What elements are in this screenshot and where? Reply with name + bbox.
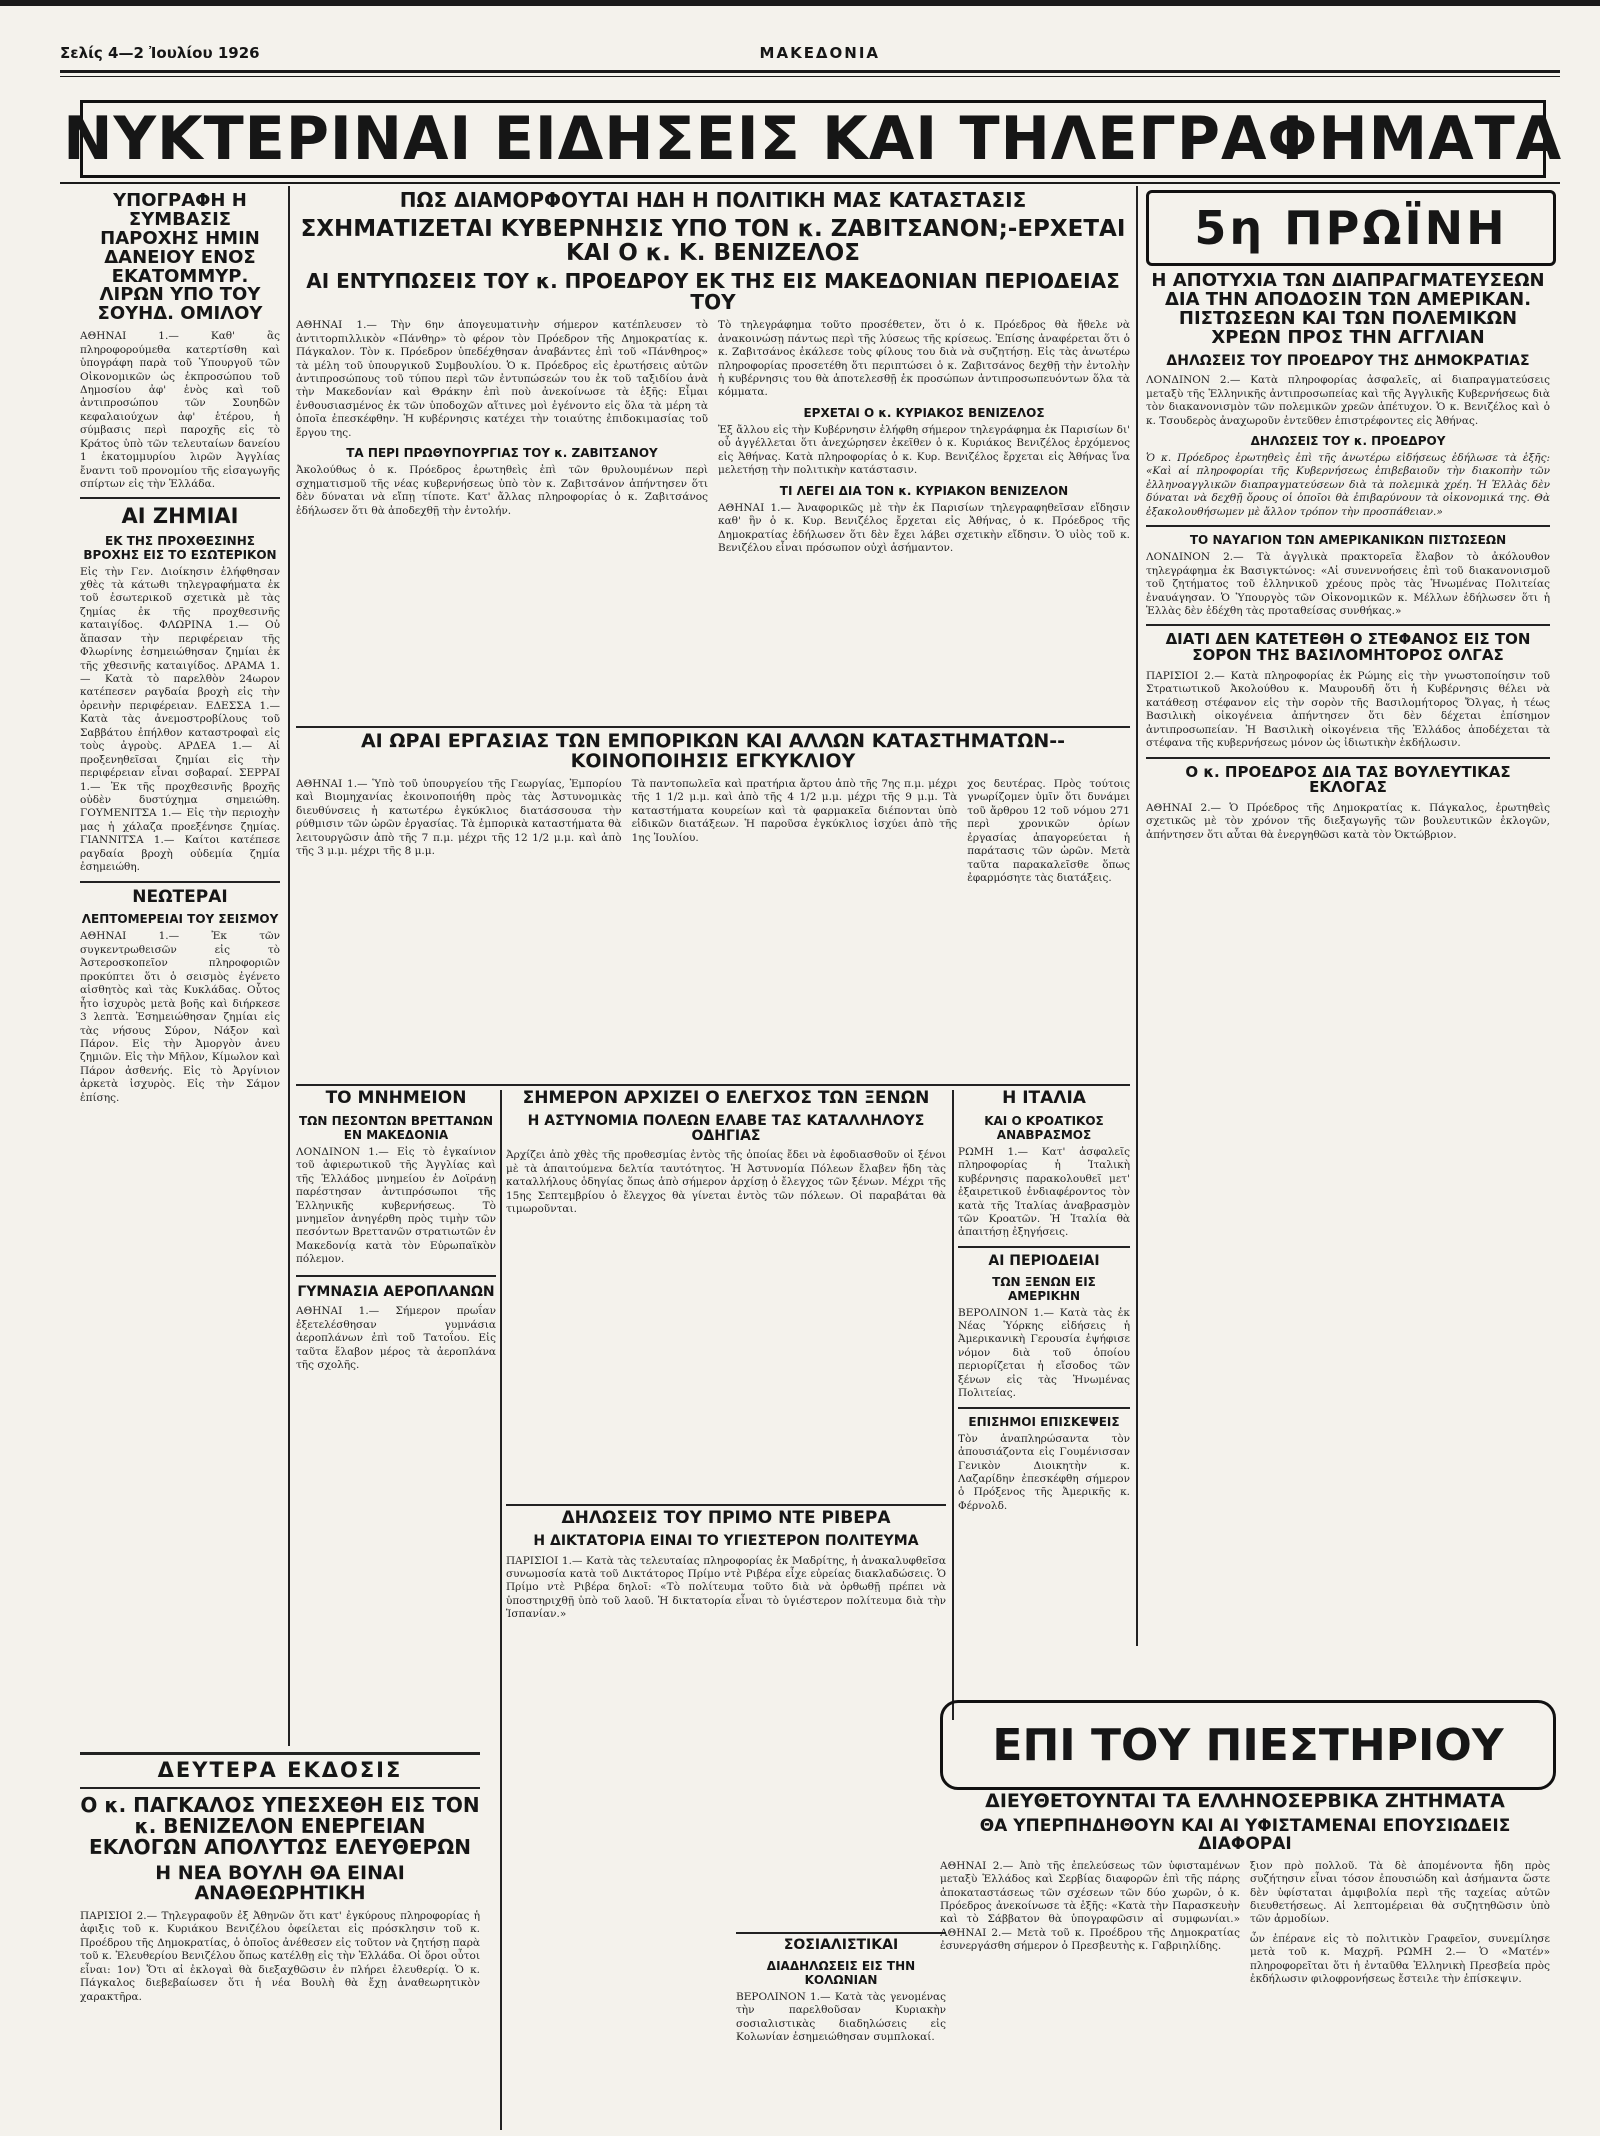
damage-subhead: ΕΚ ΤΗΣ ΠΡΟΧΘΕΣΙΝΗΣ ΒΡΟΧΗΣ ΕΙΣ ΤΟ ΕΣΩΤΕΡΙΚΟΝ	[83, 533, 277, 562]
second-edition-rule-2	[80, 1787, 480, 1789]
right-column	[1146, 272, 1550, 1632]
press-col-b	[1250, 1860, 1550, 1993]
memorial-subhead: ΤΩΝ ΠΕΣΟΝΤΩΝ ΒΡΕΤΤΑΝΩΝ ΕΝ ΜΑΚΕΔΟΝΙΑ	[299, 1113, 493, 1142]
italy-section	[958, 1090, 1130, 1730]
rivera-top-rule	[506, 1504, 946, 1506]
visits-headline: ΕΠΙΣΗΜΟΙ ΕΠΙΣΚΕΨΕΙΣ	[968, 1414, 1120, 1429]
hours-article-a: ΑΘΗΝΑΙ 1.— Ὑπὸ τοῦ ὑπουργείου τῆς Γεωργίας, Ἐμπορίου καὶ Βιομηχανίας ἐκοινοποιήθη πρὸς τὰς Ἀστυνομικὰς διευθύνσεις ἡ κατωτέρω ἐγκύκλιος διατάσσουσα τὴν ρύθμισιν τῶν ὡρῶν ἐργασίας. Τὰ ἐμπορικὰ καταστήματα θὰ λειτουργῶσιν ἀπὸ τῆς 7 π.μ. μέχρι τῆς 12 1/2 μ.μ. καὶ ἀπὸ τῆς 3 μ.μ. μέχρι τῆς 8 μ.μ.	[296, 777, 622, 858]
kyriakos-article: Ἐξ ἄλλου εἰς τὴν Κυβέρνησιν ἐλήφθη σήμερον τηλεγράφημα ἐκ Παρισίων δι' οὗ ἀγγέλλεται ὅτι ἀνεχώρησεν ἐκεῖθεν ὁ κ. Κυριάκος Βενιζέλος ἐρχόμενος εἰς Ἀθήνας. Κατὰ πληροφορίας ὁ κ. Κυρ. Βενιζέλος ἔρχεται εἰς Ἀθήνας ἵνα μελετήσῃ τὴν πολιτικὴν κατάστασιν.	[718, 423, 1130, 477]
shipwreck-article: ΛΟΝΔΙΝΟΝ 2.— Τὰ ἀγγλικὰ πρακτορεῖα ἔλαβον τὸ ἀκόλουθον τηλεγράφημα ἐκ Βασιγκτώνος: «Αἱ συνεννοήσεις ἐπὶ τοῦ διακανονισμοῦ τοῦ ζητήματος τοῦ ἑλληνικοῦ χρέους πρὸς τὰς Ἡνωμένας Πολιτείας ἐναυάγησαν. Ὁ Ὑπουργὸς τῶν Οἰκονομικῶν κ. Μέλλων ἐδήλωσεν ὅτι ἡ Ἑλλὰς δὲν ἐδέχθη τὰς προταθείσας συνθήκας.»	[1146, 551, 1550, 617]
wreath-article: ΠΑΡΙΣΙΟΙ 2.— Κατὰ πληροφορίας ἐκ Ρώμης εἰς τὴν γνωστοποίησιν τοῦ Στρατιωτικοῦ Ἀκολούθου κ. Μαυρουδῆ ὅτι ἡ Κυβέρνησις θέλει νὰ κατάθεσῃ στέφανον εἰς τὴν σορὸν τῆς Βασιλομήτορος Ὄλγας, ἡ τέως Βασιλικὴ οἰκογένεια ἀπήντησεν ὅτι δὲν δέχεται ἐπίσημον ἀντιπροσωπείαν. Ἡ Βασιλικὴ οἰκογένεια τῆς Ἑλλάδος ἀποδέχεται τὰ στέφανα τῆς κυβερνήσεως μόνον ὡς ἰδιωτικὴν ἐκδήλωσιν.	[1146, 669, 1550, 750]
rivera-subhead: Η ΔΙΚΤΑΤΟΡΙΑ ΕΙΝΑΙ ΤΟ ΥΓΙΕΣΤΕΡΟΝ ΠΟΛΙΤΕΥΜΑ	[533, 1532, 919, 1549]
tours-headline: ΑΙ ΠΕΡΙΟΔΕΙΑΙ	[988, 1252, 1100, 1269]
rivera-headline: ΔΗΛΩΣΕΙΣ ΤΟΥ ΠΡΙΜΟ ΝΤΕ ΡΙΒΕΡΑ	[561, 1510, 891, 1528]
failure-headline: Η ΑΠΟΤΥΧΙΑ ΤΩΝ ΔΙΑΠΡΑΓΜΑΤΕΥΣΕΩΝ ΔΙΑ ΤΗΝ ΑΠΟΔΟΣΙΝ ΤΩΝ ΑΜΕΡΙΚΑΝ. ΠΙΣΤΩΣΕΩΝ ΚΑΙ ΤΩΝ ΠΟΛΕΜΙΚΩΝ ΧΡΕΩΝ ΠΡΟΣ ΤΗΝ ΑΓΓΛΙΑΝ	[1151, 272, 1545, 348]
damage-headline: ΑΙ ΖΗΜΙΑΙ	[121, 504, 239, 529]
second-edition-section	[80, 1752, 480, 2132]
center-divider-1	[500, 1090, 502, 2130]
loan-article: ΑΘΗΝΑΙ 1.— Καθ' ἃς πληροφορούμεθα κατερτίσθη καὶ ὑπογράφη παρὰ τοῦ Ὑπουργοῦ τῶν Οἰκονομικῶν ὡς ἐκπροσώπου τοῦ Δημοσίου ἀφ' ἑνὸς καὶ τοῦ ἀντιπροσώπου τῶν Σουηδῶν κεφαλαιούχων ἀφ' ἑτέρου, ἡ σύμβασις περὶ παροχῆς εἰς τὸ Κράτος ὑπὸ τῶν τελευταίων δανείου 1 ἑκατομμυρίου λιρῶν Ἀγγλίας ἔναντι τοῦ προνομίου τῆς εἰσαγωγῆς σπίρτων εἰς τὴν Ἑλλάδα.	[80, 330, 280, 491]
left-column	[80, 192, 280, 1752]
failure-article: ΛΟΝΔΙΝΟΝ 2.— Κατὰ πληροφορίας ἀσφαλεῖς, αἱ διαπραγματεύσεις μεταξὺ τῆς Ἑλληνικῆς ἀντιπροσωπείας καὶ τῆς Ἀγγλικῆς Κυβερνήσεως διὰ τὸν διακανονισμὸν τῶν πολεμικῶν χρεῶν ἀπέτυχον. Ὁ κ. Βενιζέλος καὶ ὁ κ. Τσουδερὸς ἀναχωροῦν ἐντεῦθεν ἐπιστρέφοντες εἰς Ἀθήνας.	[1146, 374, 1550, 427]
press-banner-title: ΕΠΙ ΤΟΥ ΠΙΕΣΤΗΡΙΟΥ	[992, 1719, 1504, 1771]
tours-article: ΒΕΡΟΛΙΝΟΝ 1.— Κατὰ τὰς ἐκ Νέας Ὑόρκης εἰδήσεις ἡ Ἀμερικανικὴ Γερουσία ἐψήφισε νόμον διὰ τοῦ ὁποίου περιορίζεται ἡ εἴσοδος τῶν ξένων εἰς τὰς Ἡνωμένας Πολιτείας.	[958, 1306, 1130, 1400]
socialist-top-rule	[736, 1932, 946, 1934]
right-rule-1	[1146, 525, 1550, 527]
center-divider-2	[952, 1090, 954, 1720]
italy-article: ΡΩΜΗ 1.— Κατ' ἀσφαλεῖς πληροφορίας ἡ Ἰταλικὴ κυβέρνησις παρακολουθεῖ μετ' ἐξαιρετικοῦ ἐνδιαφέροντος τὸν κατὰ τῆς Ἰταλίας ἀναβρασμὸν τῶν Κροατῶν. Ἡ Ἰταλία θὰ ἀπαιτήσῃ ἐξηγήσεις.	[958, 1145, 1130, 1239]
tours-rule	[958, 1407, 1130, 1409]
italy-subhead: ΚΑΙ Ο ΚΡΟΑΤΙΚΟΣ ΑΝΑΒΡΑΣΜΟΣ	[984, 1113, 1104, 1142]
press-banner	[940, 1700, 1556, 1790]
italy-rule	[958, 1246, 1130, 1248]
edition-box	[1146, 190, 1556, 266]
rivera-article: ΠΑΡΙΣΙΟΙ 1.— Κατὰ τὰς τελευταίας πληροφορίας ἐκ Μαδρίτης, ἡ ἀνακαλυφθεῖσα συνωμοσία κατὰ τοῦ Δικτάτορος Πρίμο ντὲ Ριβέρα εἶχε εὐρείας διακλαδώσεις. Ὁ Πρίμο ντὲ Ριβέρα δηλοῖ: «Τὸ πολίτευμα τοῦτο διὰ νὰ ὀρθωθῇ πρέπει νὰ ὑποστηριχθῇ ὑπὸ τοῦ λαοῦ. Ἡ δικτατορία εἶναι τὸ ὑγιέστερον πολίτευμα διὰ τὴν Ἱσπανίαν.»	[506, 1554, 946, 1621]
gym-headline: ΓΥΜΝΑΣΙΑ ΑΕΡΟΠΛΑΝΩΝ	[297, 1283, 495, 1300]
press-headline-1: ΔΙΕΥΘΕΤΟΥΝΤΑΙ ΤΑ ΕΛΛΗΝΟΣΕΡΒΙΚΑ ΖΗΤΗΜΑΤΑ	[985, 1792, 1505, 1812]
visits-article: Τὸν ἀναπληρώσαντα τὸν ἀπουσιάζοντα εἰς Γουμένισσαν Γενικὸν Διοικητὴν κ. Λαζαρίδην ἐπεσκέφθη σήμερον ὁ Πρόξενος τῆς Ἀμερικῆς κ. Φέρνολδ.	[958, 1432, 1130, 1512]
quake-article: ΑΘΗΝΑΙ 1.— Ἐκ τῶν συγκεντρωθεισῶν εἰς τὸ Ἀστεροσκοπεῖον πληροφοριῶν προκύπτει ὅτι ὁ σεισμὸς ἐγένετο αἰσθητὸς καὶ τὰς Κυκλάδας. Οὗτος ἦτο ἰσχυρὸς μετὰ βοῆς καὶ διήρκεσε 3 λεπτὰ. Ἐσημειώθησαν ζημίαι εἰς τὰς νήσους Σύρον, Νάξον καὶ Πάρον. Εἰς τὴν Ἀμοργὸν ἀνευ ζημιῶν. Εἰς τὴν Μῆλον, Κίμωλον καὶ Πάρον ἀσθενής. Εἰς τὸ Ἀργίνιον ἀρκετὰ ἰσχυρὸς. Εἰς τὴν Σάμον ἐπίσης.	[80, 930, 280, 1104]
political-article-b: Τὸ τηλεγράφημα τοῦτο προσέθετεν, ὅτι ὁ κ. Πρόεδρος θὰ ἤθελε νὰ ἀνακοινώσῃ πάντως περὶ τῆς λύσεως τῆς κρίσεως. Ἐπίσης ἀναφέρεται ὅτι ὁ κ. Ζαβιτσάνος ἐκάλεσε τοὺς φίλους του διὰ νὰ συζητήσῃ. Εἰς τὰς ἀνωτέρω πληροφορίας προσετέθη ὅτι περιπτώσει ὁ κ. Ζαβιτσάνος δεχθῇ τὴν ἐντολὴν ἡ κυβέρνησις του θὰ ἀποτελεσθῇ ἐκ προσώπων ἀντιπροσωπευόντων ὅλα τὰ κόμματα.	[718, 319, 1130, 399]
says-article: ΑΘΗΝΑΙ 1.— Ἀναφορικῶς μὲ τὴν ἐκ Παρισίων τηλεγραφηθεῖσαν εἴδησιν καθ' ἣν ὁ κ. Κυρ. Βενιζέλος ἔρχεται εἰς Ἀθήνας, ὁ κ. Πρόεδρος τῆς Δημοκρατίας ἐδήλωσεν ὅτι δὲν ἔχει λάβει σχετικὴν εἴδησιν. Ὁ υἱὸς τοῦ κ. Βενιζέλου εἶναι πρόσωπον οὐχὶ ἀσήμαντον.	[718, 501, 1130, 554]
second-edition-headline: Ο κ. ΠΑΓΚΑΛΟΣ ΥΠΕΣΧΕΘΗ ΕΙΣ ΤΟΝ κ. ΒΕΝΙΖΕΛΟΝ ΕΝΕΡΓΕΙΑΝ ΕΚΛΟΓΩΝ ΑΠΟΛΥΤΩΣ ΕΛΕΥΘΕΡΩΝ	[80, 1793, 480, 1860]
aliens-article: Ἀρχίζει ἀπὸ χθὲς τῆς προθεσμίας ἐντὸς τῆς ὁποίας ἔδει νὰ ἐφοδιασθοῦν οἱ ξένοι μὲ τὰ ἀπαιτούμενα δελτία ταυτότητος. Ἡ Ἀστυνομία Πόλεων ἔλαβεν ἤδη τὰς καταλλήλους ὁδηγίας ὅπως ἀπὸ σήμερον ἀρχίσῃ ὁ ἔλεγχος τῶν ξένων. Μέχρι τῆς 15ης Σεπτεμβρίου ὁ ἔλεγχος θὰ γίνεται ἐντὸς τῶν πόλεων. Οἱ παραβάται θὰ τιμωροῦνται.	[506, 1149, 946, 1215]
rivera-section	[506, 1510, 946, 1930]
second-edition-rule	[80, 1752, 480, 1755]
damage-article: Εἰς τὴν Γεν. Διοίκησιν ἐλήφθησαν χθὲς τὰ κάτωθι τηλεγραφήματα ἐκ τοῦ ἐσωτερικοῦ σχετικὰ μὲ τὰς ζημίας ἐκ τῆς προχθεσινῆς καταιγίδος. ΦΛΩΡΙΝΑ 1.— Οὐ ἅπασαν τὴν περιφέρειαν τῆς Φλωρίνης ἐσημειώθησαν ζημίαι ἐκ τῆς χθεσινῆς καταιγίδος. ΔΡΑΜΑ 1.— Κατὰ τὸ παρελθὸν 24ωρον κατέπεσεν ραγδαία βροχὴ εἰς τὴν ὀρεινὴν περιφέρειαν. ΕΔΕΣΣΑ 1.— Κατὰ τὰς ἀνεμοστροβίλους τοῦ Σαββάτου ἐπήλθον καταστροφαὶ εἰς τοὺς ἀγροὺς. ΑΡΔΕΑ 1.— Αἱ προξενηθεῖσαι ζημίαι εἰς τὴν περιφέρειαν εἶναι σοβαραί. ΣΕΡΡΑΙ 1.— Ἐκ τῆς προχθεσινῆς βροχῆς οὐδὲν δυστύχημα σημειώθη. ΓΟΥΜΕΝΙΤΣΑ 1.— Εἰς τὴν περιοχὴν μας ἡ χάλαζα προεξένησε ζημίας. ΓΙΑΝΝΙΤΣΑ 1.— Καίτοι κατέπεσε ραγδαία βροχὴ οὐδεμία ζημία ἐσημειώθη.	[80, 565, 280, 874]
hours-bottom-rule	[296, 1084, 1130, 1086]
page-header-line	[60, 42, 1560, 64]
political-section	[296, 190, 1130, 720]
masthead-banner	[63, 100, 1563, 178]
left-rule-2	[80, 881, 280, 883]
elections-headline: Ο κ. ΠΡΟΕΔΡΟΣ ΔΙΑ ΤΑΣ ΒΟΥΛΕΥΤΙΚΑΣ ΕΚΛΟΓΑΣ	[1185, 762, 1511, 797]
aliens-headline: ΣΗΜΕΡΟΝ ΑΡΧΙΖΕΙ Ο ΕΛΕΓΧΟΣ ΤΩΝ ΞΕΝΩΝ	[522, 1090, 930, 1108]
press-section	[940, 1792, 1550, 2132]
left-rule-1	[80, 497, 280, 499]
tours-subhead: ΤΩΝ ΞΕΝΩΝ ΕΙΣ ΑΜΕΡΙΚΗΝ	[992, 1274, 1096, 1303]
socialist-section	[736, 1938, 946, 2132]
gym-article: ΑΘΗΝΑΙ 1.— Σήμερον πρωΐαν ἐξετελέσθησαν γυμνάσια ἀεροπλάνων ἐπὶ τοῦ Τατοΐου. Εἰς ταῦτα ἔλαβον μέρος τὰ ἀεροπλάνα τῆς σχολῆς.	[296, 1305, 496, 1372]
press-article-b: ξιον πρὸ πολλοῦ. Τὰ δὲ ἀπομένοντα ἤδη πρὸς συζήτησιν εἶναι τόσον ἐπουσιώδη καὶ ἀσήμαντα ὥστε δὲν ὑφίσταται ἀμφιβολία περὶ τῆς ταχείας αὐτῶν διευθετήσεως. Αἱ λεπτομέρειαι θὰ συζητηθῶσιν ὑπὸ τῶν ἁρμοδίων.	[1250, 1859, 1550, 1926]
right-rule-3	[1146, 757, 1550, 759]
hours-section	[296, 732, 1130, 1074]
political-headline-2: ΣΧΗΜΑΤΙΖΕΤΑΙ ΚΥΒΕΡΝΗΣΙΣ ΥΠΟ ΤΟΝ κ. ΖΑΒΙΤΣΑΝΟΝ;-ΕΡΧΕΤΑΙ ΚΑΙ Ο κ. Κ. ΒΕΝΙΖΕΛΟΣ	[300, 216, 1126, 267]
second-edition-subhead: Η ΝΕΑ ΒΟΥΛΗ ΘΑ ΕΙΝΑΙ ΑΝΑΘΕΩΡΗΤΙΚΗ	[155, 1862, 405, 1904]
president-subhead: ΔΗΛΩΣΕΙΣ ΤΟΥ κ. ΠΡΟΕΔΡΟΥ	[1250, 434, 1446, 448]
masthead-title: ΝΥΚΤΕΡΙΝΑΙ ΕΙΔΗΣΕΙΣ ΚΑΙ ΤΗΛΕΓΡΑΦΗΜΑΤΑ	[63, 104, 1563, 174]
header-rule-thin	[60, 76, 1560, 77]
second-edition-article: ΠΑΡΙΣΙΟΙ 2.— Τηλεγραφοῦν ἐξ Ἀθηνῶν ὅτι κατ' ἐγκύρους πληροφορίας ἡ ἀφιξις τοῦ κ. Κυριάκου Βενιζέλου ὀφείλεται εἰς πρόσκλησιν τοῦ κ. Προέδρου τῆς Δημοκρατίας, ὁ ὁποῖος ἀνέθεσεν εἰς τοῦτον νὰ ζητήσῃ παρὰ τοῦ κ. Ἐλευθερίου Βενιζέλου ὅπως κατέλθῃ εἰς τὴν Ἑλλάδα. Οἱ ὅροι οὗτοι εἶναι: 1ον) Ὅτι αἱ ἐκλογαὶ θὰ διεξαχθῶσιν ἐν πλήρει ἐλευθερίᾳ. Ὁ κ. Πάγκαλος διεβεβαίωσεν ὅτι ἡ νέα Βουλὴ θὰ ἔχῃ ἀναθεωρητικὸν χαρακτῆρα.	[80, 1909, 480, 2003]
header-rule	[60, 70, 1560, 73]
hours-headline: ΑΙ ΩΡΑΙ ΕΡΓΑΣΙΑΣ ΤΩΝ ΕΜΠΟΡΙΚΩΝ ΚΑΙ ΑΛΛΩΝ ΚΑΤΑΣΤΗΜΑΤΩΝ--ΚΟΙΝΟΠΟΙΗΣΙΣ ΕΓΚΥΚΛΙΟΥ	[360, 732, 1066, 772]
press-article-c: ὧν ἐπέρανε εἰς τὸ πολιτικὸν Γραφεῖον, συνεμίλησε μετὰ τοῦ κ. Μαχρῆ. ΡΩΜΗ 2.— Ὁ «Ματέν» πληροφορεῖται ὅτι ἡ ἐνταῦθα Ἑλληνικὴ Πρεσβεία πρὸς ἐκδήλωσιν φιλοφρονήσεως ἔστειλε τὴν ἐπίσκεψιν.	[1250, 1932, 1550, 1986]
shipwreck-subhead: ΤΟ ΝΑΥΑΓΙΟΝ ΤΩΝ ΑΜΕΡΙΚΑΝΙΚΩΝ ΠΙΣΤΩΣΕΩΝ	[1189, 533, 1507, 548]
political-headline-3: ΑΙ ΕΝΤΥΠΩΣΕΙΣ ΤΟΥ κ. ΠΡΟΕΔΡΟΥ ΕΚ ΤΗΣ ΕΙΣ ΜΑΚΕΔΟΝΙΑΝ ΠΕΡΙΟΔΕΙΑΣ ΤΟΥ	[306, 269, 1120, 315]
press-headline-2: ΘΑ ΥΠΕΡΠΗΔΗΘΟΥΝ ΚΑΙ ΑΙ ΥΦΙΣΤΑΜΕΝΑΙ ΕΠΟΥΣΙΩΔΕΙΣ ΔΙΑΦΟΡΑΙ	[979, 1815, 1511, 1854]
failure-subhead: ΔΗΛΩΣΕΙΣ ΤΟΥ ΠΡΟΕΔΡΟΥ ΤΗΣ ΔΗΜΟΚΡΑΤΙΑΣ	[1166, 352, 1530, 369]
memorial-article: ΛΟΝΔΙΝΟΝ 1.— Εἰς τὸ ἐγκαίνιον τοῦ ἀφιερωτικοῦ τῆς Ἀγγλίας καὶ τῆς Ἑλλάδος μνημείου ἐν Δοϊράνῃ παρέστησαν ἀντιπρόσωποι τῆς Ἑλληνικῆς κυβερνήσεως. Τὸ μνημεῖον ἀνηγέρθη πρὸς τιμὴν τῶν πεσόντων Βρεττανῶν στρατιωτῶν ἐν Μακεδονίᾳ κατὰ τὸν Εὐρωπαϊκὸν πόλεμον.	[296, 1145, 496, 1266]
column-divider-right	[1136, 186, 1138, 1646]
kyriakos-subhead: ΕΡΧΕΤΑΙ Ο κ. ΚΥΡΙΑΚΟΣ ΒΕΝΙΖΕΛΟΣ	[803, 405, 1045, 420]
political-headline-1: ΠΩΣ ΔΙΑΜΟΡΦΟΥΤΑΙ ΗΔΗ Η ΠΟΛΙΤΙΚΗ ΜΑΣ ΚΑΤΑΣΤΑΣΙΣ	[399, 190, 1027, 212]
hours-article-c: χος δευτέρας. Πρὸς τούτοις γνωρίζομεν ὑμῖν ὅτι δυνάμει τοῦ ἄρθρου 12 τοῦ νόμου 271 περὶ χρονικῶν ὁρίων ἐργασίας ἀπαγορεύεται ἡ παράτασις τῶν ὡρῶν. Μετὰ ταῦτα παρακαλεῖσθε ὅπως ἐφαρμόσητε τὰς διατάξεις.	[967, 777, 1130, 884]
edition-label: 5η ΠΡΩΪΝΗ	[1194, 201, 1508, 255]
column-divider-left	[288, 186, 290, 1746]
political-article-a: ΑΘΗΝΑΙ 1.— Τὴν 6ην ἀπογευματινὴν σήμερον κατέπλευσεν τὸ ἀντιτορπιλλικὸν «Πάνθηρ» τὸ φέρον τὸν Πρόεδρον τῆς Δημοκρατίας κ. Πάγκαλον. Τὸν κ. Πρόεδρον ὑπεδέχθησαν ἀναβάντες ἐπὶ τοῦ «Πάνθηρος» τὰ μέλη τοῦ ὑπουργικοῦ Συμβουλίου. Ὁ κ. Πρόεδρος εἰς ἐρωτήσεις αὐτῶν ἀντιπροσώπους τοῦ τύπου περὶ τῶν ἐντυπώσεών του ἐκ τοῦ ταξιδίου ἀνὰ τὴν Μακεδονίαν καὶ Θράκην ἐπὶ ποὺ ἀνεκοίνωσε τὰ ἑξῆς: Εἶμαι ἐνθουσιασμένος ἐκ τῶν ὑποδοχῶν αἵτινες μοὶ ἐγένοντο εἰς ὅλα τὰ μέρη τὰ ὁποῖα ἐπεσκέφθην. Ἡ κυβέρνησις κατέχει τὴν τοιαύτης ἐπιδοκιμασίας τοῦ ἔργου της.	[296, 319, 708, 439]
issue-date: Σελίς 4—2 Ἰουλίου 1926	[60, 44, 260, 62]
aliens-subhead: Η ΑΣΤΥΝΟΜΙΑ ΠΟΛΕΩΝ ΕΛΑΒΕ ΤΑΣ ΚΑΤΑΛΛΗΛΟΥΣ ΟΔΗΓΙΑΣ	[527, 1112, 925, 1144]
says-subhead: ΤΙ ΛΕΓΕΙ ΔΙΑ ΤΟΝ κ. ΚΥΡΙΑΚΟΝ ΒΕΝΙΖΕΛΟΝ	[779, 483, 1069, 498]
wreath-headline: ΔΙΑΤΙ ΔΕΝ ΚΑΤΕΤΕΘΗ Ο ΣΤΕΦΑΝΟΣ ΕΙΣ ΤΟΝ ΣΟΡΟΝ ΤΗΣ ΒΑΣΙΛΟΜΗΤΟΡΟΣ ΟΛΓΑΣ	[1165, 630, 1531, 665]
top-border-rule	[0, 0, 1600, 6]
loan-headline: ΥΠΟΓΡΑΦΗ Η ΣΥΜΒΑΣΙΣ ΠΑΡΟΧΗΣ ΗΜΙΝ ΔΑΝΕΙΟΥ ΕΝΟΣ ΕΚΑΤΟΜΜΥΡ. ΛΙΡΩΝ ΥΠΟ ΤΟΥ ΣΟΥΗΔ. ΟΜΙΛΟΥ	[97, 192, 263, 325]
aliens-section	[506, 1090, 946, 1500]
italy-headline: Η ΙΤΑΛΙΑ	[1002, 1090, 1086, 1108]
president-article: Ὁ κ. Πρόεδρος ἐρωτηθεὶς ἐπὶ τῆς ἀνωτέρω εἰδήσεως ἐδήλωσε τὰ ἑξῆς: «Καὶ αἱ πληροφορίαι τῆς Κυβερνήσεως ἐπιβεβαιοῦν τὴν διακοπὴν τῶν ἑλληνοαγγλικῶν διαπραγματεύσεων διὰ τὰ πολεμικὰ χρέη. Ἡ Ἑλλὰς δὲν δύναται νὰ δεχθῇ ὅρους οἱ ὁποῖοι θὰ ἐπιβαρύνουν τὰ οἰκονομικά της. Θὰ ἐξακολουθήσωμεν μὲ ἄλλον τρόπον τὴν προσπάθειαν.»	[1146, 452, 1550, 518]
quake-subhead: ΛΕΠΤΟΜΕΡΕΙΑΙ ΤΟΥ ΣΕΙΣΜΟΥ	[81, 912, 279, 927]
political-col-a	[296, 319, 708, 561]
political-col-b	[718, 319, 1130, 561]
elections-article: ΑΘΗΝΑΙ 2.— Ὁ Πρόεδρος τῆς Δημοκρατίας κ. Πάγκαλος, ἐρωτηθεὶς σχετικῶς μὲ τὸν χρόνον τῆς διεξαγωγῆς τῶν βουλευτικῶν ἐκλογῶν, ἀπήντησεν ὅτι αὗται θὰ ἐνεργηθῶσι κατὰ τὸν Ὀκτώβριον.	[1146, 802, 1550, 841]
hours-top-rule	[296, 726, 1130, 728]
press-article-a: ΑΘΗΝΑΙ 2.— Ἀπὸ τῆς ἐπελεύσεως τῶν ὑφισταμένων μεταξὺ Ἑλλάδος καὶ Σερβίας διαφορῶν ἐπὶ τῆς πάρης ἀποκαταστάσεως τῶν σχέσεων τῶν δύο χωρῶν, ὁ κ. Πρόεδρος ἀνεκοίνωσε τὰ ἑξῆς: «Κατὰ τὴν Παρασκευὴν καὶ τὸ Σάββατον θὰ ὑπογραφῶσιν αἱ συμφωνίαι.» ΑΘΗΝΑΙ 2.— Μετὰ τοῦ κ. Προέδρου τῆς Δημοκρατίας ἐσυνεργάσθη σήμερον ὁ Πρεσβευτὴς κ. Γαβριηλίδης.	[940, 1859, 1240, 1953]
right-rule-2	[1146, 624, 1550, 626]
second-edition-label: ΔΕΥΤΕΡΑ ΕΚΔΟΣΙΣ	[157, 1758, 403, 1782]
masthead-under-rule	[60, 182, 1560, 184]
hours-article-b: Τὰ παντοπωλεῖα καὶ πρατήρια ἄρτου ἀπὸ τῆς 7ης π.μ. μέχρι τῆς 1 1/2 μ.μ. καὶ ἀπὸ τῆς 4 1/2 μ.μ. μέχρι τῆς 9 μ.μ. Τὰ καταστήματα κουρείων καὶ τὰ φαρμακεῖα διέπονται ὑπὸ εἰδικῶν διατάξεων. Ἡ παροῦσα ἐγκύκλιος ἰσχύει ἀπὸ τῆς 1ης Ἰουλίου.	[631, 777, 958, 844]
socialist-headline: ΣΟΣΙΑΛΙΣΤΙΚΑΙ	[783, 1938, 899, 1953]
memorial-headline: ΤΟ ΜΝΗΜΕΙΟΝ	[325, 1090, 467, 1108]
memorial-rule	[296, 1275, 496, 1277]
zavitsanos-subhead: ΤΑ ΠΕΡΙ ΠΡΩΘΥΠΟΥΡΓΙΑΣ ΤΟΥ κ. ΖΑΒΙΤΣΑΝΟΥ	[346, 446, 658, 461]
quake-headline: ΝΕΩΤΕΡΑΙ	[132, 886, 228, 907]
memorial-section	[296, 1090, 496, 1740]
socialist-article: ΒΕΡΟΛΙΝΟΝ 1.— Κατὰ τὰς γενομένας τὴν παρελθοῦσαν Κυριακὴν σοσιαλιστικὰς διαδηλώσεις εἰς Κολωνίαν ἐσημειώθησαν συμπλοκαί.	[736, 1990, 946, 2043]
zavitsanos-article: Ἀκολούθως ὁ κ. Πρόεδρος ἐρωτηθεὶς ἐπὶ τῶν θρυλουμένων περὶ σχηματισμοῦ τῆς νέας κυβερνήσεως ὑπὸ τὸν κ. Ζαβιτσάνον ἀπήντησεν ὅτι δὲν δύναται νὰ εἴπῃ τίποτε. Κατ' ἄλλας πληροφορίας ὁ κ. Ζαβιτσάνος ἐδήλωσεν ὅτι θὰ ἀποδεχθῇ τὴν ἐντολήν.	[296, 464, 708, 517]
paper-name: ΜΑΚΕΔΟΝΙΑ	[759, 44, 881, 62]
socialist-subhead: ΔΙΑΔΗΛΩΣΕΙΣ ΕΙΣ ΤΗΝ ΚΟΛΩΝΙΑΝ	[766, 1958, 916, 1987]
